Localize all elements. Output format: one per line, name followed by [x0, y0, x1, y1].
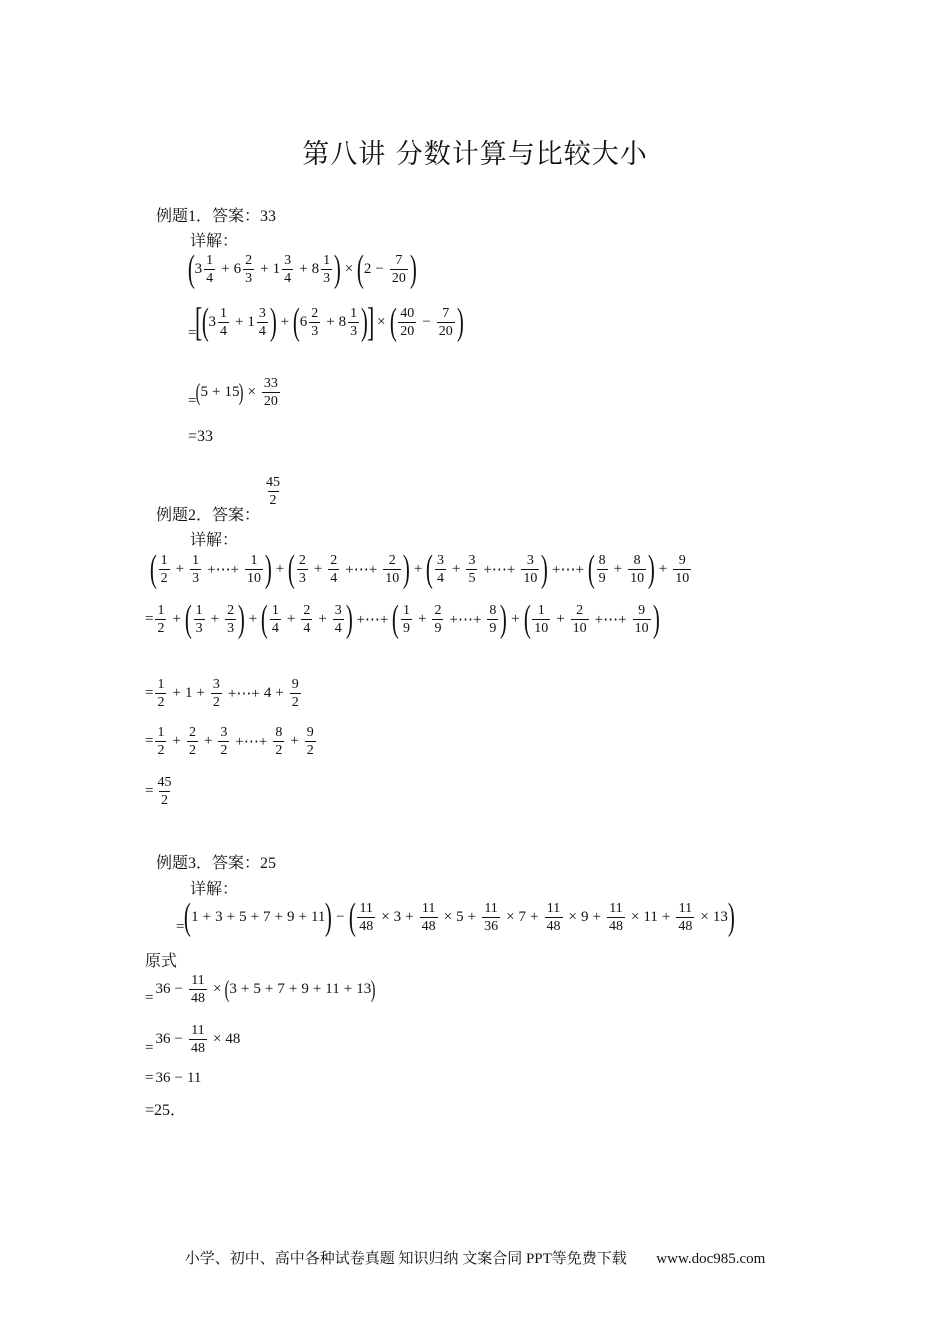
ex1-expr-line1: ( 3 $\frac{1}{4}$ + 6 $\frac{2}{3}$ + 1 $\frac{3}{4}$ + 8 $\frac{1}{3}$ ) × ( 2 − $\frac{7}{20}$ )	[187, 248, 417, 290]
ex3-expr-line2: = 36 − $\frac{11}{48}$ × ( 3 + 5 + 7 + 9 + 11 + 13 )	[145, 973, 376, 1006]
ex1-expr-line4: =33	[188, 428, 214, 445]
page-title: 第八讲 分数计算与比较大小	[302, 139, 648, 170]
ex3-answer-label: 例题3．答案：25	[156, 855, 277, 872]
ex2-expr-line4: = $\frac{1}{2}$ + $\frac{2}{2}$ + $\frac{3}{2}$ +⋯+ $\frac{8}{2}$ + $\frac{9}{2}$	[145, 725, 314, 758]
ex2-detail-label: 详解：	[190, 532, 239, 549]
footer-url[interactable]: www.doc985.com	[656, 1251, 766, 1267]
ex3-expr-line5: =25．	[145, 1102, 187, 1119]
footer-text: 小学、初中、高中各种试卷真题 知识归纳 文案合同 PPT等免费下载	[184, 1251, 627, 1267]
ex3-expr-line4: = 36 − 11	[145, 1070, 202, 1086]
ex1-expr-line2: = [ ( 3 $\frac{1}{4}$ + 1 $\frac{3}{4}$ ) + ( 6 $\frac{2}{3}$ + 8 $\frac{1}{3}$ ) ] × ( $\frac{40}{20}$ − $\frac{7}{20}$ )	[188, 299, 464, 344]
ex3-expr-line3: = 36 − $\frac{11}{48}$ × 48	[145, 1023, 241, 1056]
ex1-answer-label: 例题1．答案：33	[156, 208, 277, 225]
ex1-detail-label: 详解：	[190, 233, 239, 250]
ex3-detail-label: 详解：	[190, 881, 239, 898]
ex2-expr-line1: ( $\frac{1}{2}$ + $\frac{1}{3}$ +⋯+ $\frac{1}{10}$ ) + ( $\frac{2}{3}$ + $\frac{2}{4}$ +⋯+ $\frac{2}{10}$ ) + ( $\frac{3}{4}$ + $\frac{3}{5}$ +⋯+ $\frac{3}{10}$ ) +⋯+ ( $\frac{8}{9}$ + $\frac{8}{10}$ ) + $\frac{9}{10}$	[149, 548, 690, 590]
ex3-yuanshi-label: 原式	[145, 953, 178, 970]
ex2-expr-line3: = $\frac{1}{2}$ + 1 + $\frac{3}{2}$ +⋯+ 4 + $\frac{9}{2}$	[145, 677, 299, 710]
ex2-answer-fraction: $\frac{45}{2}$	[266, 475, 280, 508]
ex2-expr-line2: = $\frac{1}{2}$ + ( $\frac{1}{3}$ + $\frac{2}{3}$ ) + ( $\frac{1}{4}$ + $\frac{2}{4}$ + $\frac{3}{4}$ ) +⋯+ ( $\frac{1}{9}$ + $\frac{2}{9}$ +⋯+ $\frac{8}{9}$ ) + ( $\frac{1}{10}$ + $\frac{2}{10}$ +⋯+ $\frac{9}{10}$ )	[145, 598, 660, 640]
ex1-expr-line3: = ( 5 + 15 ) × $\frac{33}{20}$	[188, 376, 278, 409]
ex2-expr-line5: = $\frac{45}{2}$	[145, 775, 172, 808]
ex2-answer-label: 例题2．答案：	[156, 507, 261, 524]
footer	[0, 1247, 950, 1268]
ex3-expr-line1: = ( 1 + 3 + 5 + 7 + 9 + 11 ) − ( $\frac{11}{48}$ × 3 + $\frac{11}{48}$ × 5 + $\frac{11}{36}$ × 7 + $\frac{11}{48}$ × 9 + $\frac{11}{48}$ × 11 + $\frac{11}{48}$ × 13 )	[176, 896, 735, 938]
